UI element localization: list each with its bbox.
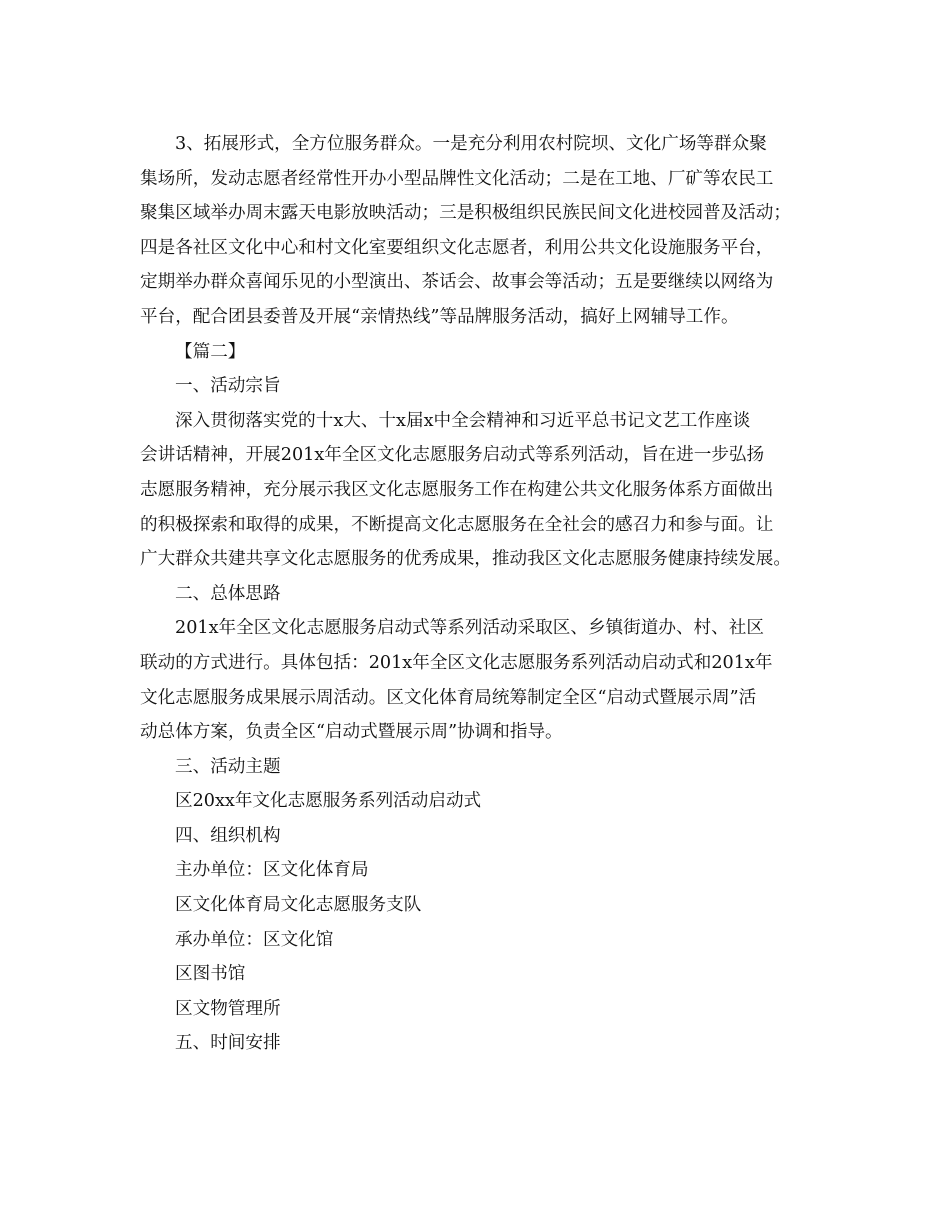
paragraph-line: 定期举办群众喜闻乐见的小型演出、茶话会、故事会等活动；五是要继续以网络为 (140, 272, 774, 293)
section-heading: 一、活动宗旨 (175, 376, 281, 397)
paragraph-line: 平台，配合团县委普及开展“亲情热线”等品牌服务活动，搞好上网辅导工作。 (140, 306, 739, 327)
section-title: 【篇二】 (175, 341, 246, 362)
section-heading: 二、总体思路 (175, 583, 281, 604)
paragraph-line: 201x年全区文化志愿服务启动式等系列活动采取区、乡镇街道办、村、社区 (175, 618, 764, 639)
paragraph-line: 承办单位：区文化馆 (175, 929, 334, 950)
paragraph-line: 聚集区域举办周末露天电影放映活动；三是积极组织民族民间文化进校园普及活动； (140, 203, 791, 224)
paragraph-line: 志愿服务精神，充分展示我区文化志愿服务工作在构建公共文化服务体系方面做出 (140, 479, 774, 500)
paragraph-line: 四是各社区文化中心和村文化室要组织文化志愿者，利用公共文化设施服务平台， (140, 237, 774, 258)
paragraph-line: 联动的方式进行。具体包括：201x年全区文化志愿服务系列活动启动式和201x年 (140, 652, 773, 673)
paragraph-line: 文化志愿服务成果展示周活动。区文化体育局统筹制定全区“启动式暨展示周”活 (140, 687, 757, 708)
section-heading: 四、组织机构 (175, 825, 281, 846)
paragraph-line: 会讲话精神，开展201x年全区文化志愿服务启动式等系列活动，旨在进一步弘扬 (140, 445, 765, 466)
paragraph-line: 3、拓展形式，全方位服务群众。一是充分利用农村院坝、文化广场等群众聚 (175, 134, 767, 154)
paragraph-line: 区20xx年文化志愿服务系列活动启动式 (175, 791, 482, 812)
paragraph-line: 主办单位：区文化体育局 (175, 860, 369, 881)
paragraph-line: 区图书馆 (175, 964, 246, 985)
paragraph-line: 集场所，发动志愿者经常性开办小型品牌性文化活动；二是在工地、厂矿等农民工 (140, 168, 774, 189)
section-heading: 五、时间安排 (175, 1033, 281, 1054)
paragraph-line: 广大群众共建共享文化志愿服务的优秀成果，推动我区文化志愿服务健康持续发展。 (140, 549, 791, 570)
paragraph-line: 的积极探索和取得的成果，不断提高文化志愿服务在全社会的感召力和参与面。让 (140, 514, 774, 535)
paragraph-line: 区文物管理所 (175, 998, 281, 1019)
paragraph-line: 区文化体育局文化志愿服务支队 (175, 895, 422, 916)
section-heading: 三、活动主题 (175, 756, 281, 777)
paragraph-line: 深入贯彻落实党的十x大、十x届x中全会精神和习近平总书记文艺工作座谈 (175, 410, 751, 431)
paragraph-line: 动总体方案，负责全区“启动式暨展示周”协调和指导。 (140, 722, 563, 743)
document-body (140, 127, 830, 1061)
